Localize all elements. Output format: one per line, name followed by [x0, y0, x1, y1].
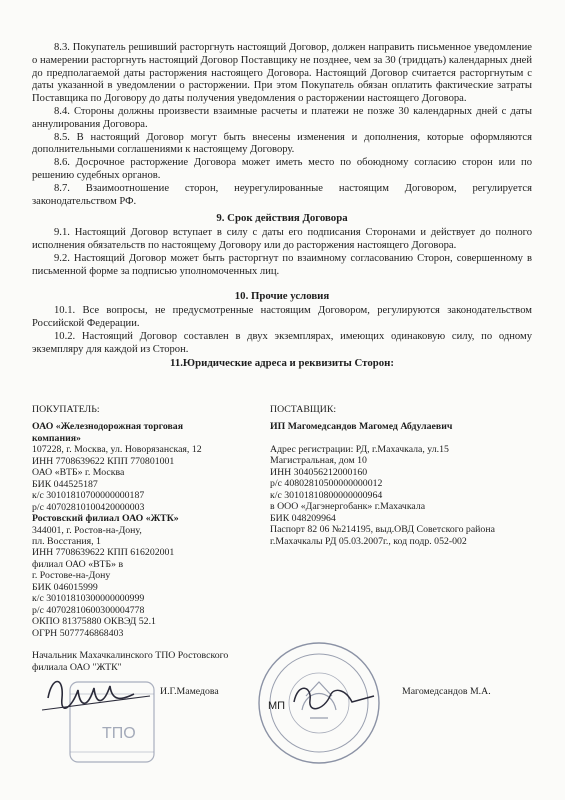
- buyer-stamp-signature: [42, 668, 172, 768]
- supplier-bank: в ООО «Дагэнергобанк» г.Махачкала: [270, 501, 426, 513]
- clause-8-7: 8.7. Взаимоотношение сторон, неурегулированные настоящим Договором, регулируется законодательством РФ.: [32, 182, 532, 207]
- branch-address: 344001, г. Ростов-на-Дону,: [32, 524, 142, 536]
- clause-9-2: 9.2. Настоящий Договор может быть расторгнут по взаимному согласованию Сторон, совершенному в письменной форме за подписью уполномоченных лиц.: [32, 252, 532, 277]
- contract-body: [32, 42, 532, 372]
- branch-ogrn: ОГРН 5077746868403: [32, 627, 124, 639]
- supplier-passport-cont: г.Махачкалы РД 05.03.2007г., код подр. 052-002: [270, 535, 467, 547]
- clause-8-6: 8.6. Досрочное расторжение Договора может иметь место по обоюдному согласию сторон или по решению судебных органов.: [32, 157, 532, 181]
- buyer-chief-title-cont: филиала ОАО "ЖТК": [32, 661, 122, 673]
- mp-label: МП: [268, 700, 286, 712]
- branch-rs: р/с 40702810600300004778: [32, 604, 145, 616]
- branch-bank: филиал ОАО «ВТБ» в: [32, 558, 124, 570]
- buyer-details: [32, 404, 262, 673]
- supplier-ks: к/с 30101810800000000964: [270, 489, 383, 501]
- clause-10-2: 10.2. Настоящий Договор составлен в двух экземплярах, имеющих одинаковую силу, по одному экземпляру для каждой из Сторон.: [32, 330, 532, 355]
- clause-10-1: 10.1. Все вопросы, не предусмотренные настоящим Договором, регулируются законодательством Российской Федерации.: [32, 305, 532, 329]
- clause-8-5: 8.5. В настоящий Договор могут быть внесены изменения и дополнения, которые оформляются дополнительными соглашениями к настоящему Договору.: [32, 131, 532, 156]
- section-11-title: 11.Юридические адреса и реквизиты Сторон:: [170, 357, 394, 370]
- buyer-name: ОАО «Железнодорожная торговая: [32, 421, 183, 433]
- spacer: [32, 278, 532, 286]
- branch-inn-kpp: ИНН 7708639622 КПП 616202001: [32, 547, 175, 559]
- buyer-name-cont: компания»: [32, 432, 81, 444]
- branch-bank-cont: г. Ростове-на-Дону: [32, 570, 111, 582]
- branch-ks: к/с 30101810300000000999: [32, 593, 145, 605]
- supplier-round-seal: [254, 638, 384, 768]
- supplier-signer: Магомедсандов М.А.: [402, 686, 491, 697]
- branch-address-cont: пл. Восстания, 1: [32, 535, 101, 547]
- buyer-chief-title: Начальник Махачкалинского ТПО Ростовского: [32, 650, 229, 662]
- buyer-branch: Ростовский филиал ОАО «ЖТК»: [32, 513, 179, 525]
- supplier-inn: ИНН 304056212000160: [270, 466, 368, 478]
- clause-8-4: 8.4. Стороны должны произвести взаимные расчеты и платежи не позже 30 календарных дней с даты аннулирования Договора.: [32, 105, 532, 130]
- supplier-rs: р/с 40802810500000000012: [270, 478, 383, 490]
- buyer-bik: БИК 044525187: [32, 478, 98, 490]
- supplier-heading: ПОСТАВЩИК:: [270, 404, 337, 415]
- branch-okpo: ОКПО 81375880 ОКВЭД 52.1: [32, 616, 156, 628]
- section-9-title: 9. Срок действия Договора: [216, 212, 348, 225]
- stamp-label: ТПО: [102, 725, 136, 742]
- buyer-address: 107228, г. Москва, ул. Новорязанская, 12: [32, 444, 202, 456]
- buyer-bank: ОАО «ВТБ» г. Москва: [32, 467, 125, 479]
- supplier-address-cont: Магистральная, дом 10: [270, 455, 367, 467]
- spacer: [32, 639, 262, 650]
- buyer-inn-kpp: ИНН 7708639622 КПП 770801001: [32, 455, 175, 467]
- buyer-heading: ПОКУПАТЕЛЬ:: [32, 404, 100, 415]
- buyer-rs: р/с 40702810100420000003: [32, 501, 145, 513]
- supplier-passport: Паспорт 82 06 №214195, выд.ОВД Советского района: [270, 524, 495, 536]
- section-10-title: 10. Прочие условия: [234, 290, 330, 303]
- clause-8-3: 8.3. Покупатель решивший расторгнуть настоящий Договор, должен направить письменное уведомление о намерении расторгнуть настоящий Договор Поставщику не позднее, чем за 30 (тридцать) календарных дней до предполагаемой даты расторжения настоящего Договора. Настоящий Договор считается расторгнутым с даты указанной в уведомлении о расторжении. При этом Покупатель обязан оплатить фактические затраты Поставщика по Договору до даты получения уведомления о расторжении настоящего Договора.: [32, 42, 532, 105]
- buyer-ks: к/с 30101810700000000187: [32, 490, 145, 502]
- clause-9-1: 9.1. Настоящий Договор вступает в силу с даты его подписания Сторонами и действует до полного исполнения обязательств по настоящему Договору или до расторжения настоящего Договора.: [32, 227, 532, 251]
- supplier-name: ИП Магомедсандов Магомед Абдулаевич: [270, 421, 453, 433]
- spacer: [270, 433, 535, 444]
- branch-bik: БИК 046015999: [32, 581, 98, 593]
- buyer-signer: И.Г.Мамедова: [160, 686, 219, 697]
- supplier-details: [270, 404, 535, 547]
- supplier-address: Адрес регистрации: РД, г.Махачкала, ул.15: [270, 443, 449, 455]
- supplier-bik: БИК 048209964: [270, 512, 336, 524]
